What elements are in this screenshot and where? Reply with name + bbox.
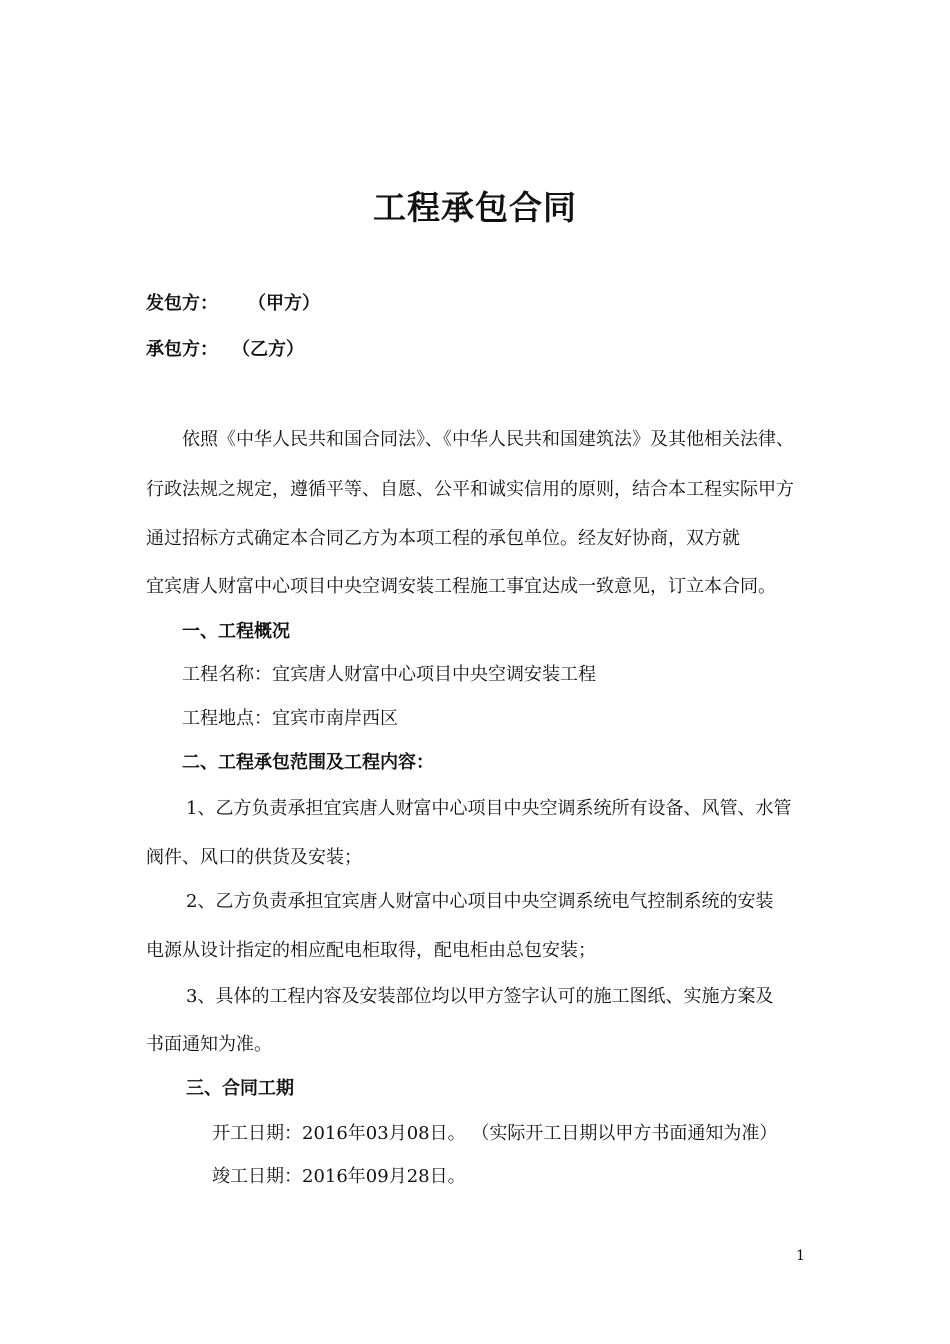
section2-heading: 二、工程承包范围及工程内容： xyxy=(182,752,434,773)
start-date-line: 开工日期：2016年03月08日。 （实际开工日期以甲方书面通知为准） xyxy=(212,1123,778,1144)
employer-label: 发包方： xyxy=(146,293,218,314)
preamble-line-1: 依照《中华人民共和国合同法》、《中华人民共和国建筑法》及其他相关法律、 xyxy=(182,429,794,450)
project-name-line: 工程名称：宜宾唐人财富中心项目中央空调安装工程 xyxy=(182,664,596,685)
page-number: 1 xyxy=(796,1248,805,1264)
preamble-line-3: 通过招标方式确定本合同乙方为本项工程的承包单位。经友好协商，双方就 xyxy=(146,528,740,549)
contractor-row xyxy=(146,338,304,362)
scope-item-3-line-2: 书面通知为准。 xyxy=(146,1034,272,1055)
contractor-label: 承包方： xyxy=(146,339,218,360)
scope-item-1-line-2: 阀件、风口的供货及安装； xyxy=(146,847,362,868)
preamble-line-4: 宜宾唐人财富中心项目中央空调安装工程施工事宜达成一致意见，订立本合同。 xyxy=(146,576,776,597)
section3-heading: 三、合同工期 xyxy=(186,1078,294,1099)
section1-heading: 一、工程概况 xyxy=(182,621,290,642)
preamble-line-2: 行政法规之规定，遵循平等、自愿、公平和诚实信用的原则，结合本工程实际甲方 xyxy=(146,479,794,500)
scope-item-1-line-1: 1、乙方负责承担宜宾唐人财富中心项目中央空调系统所有设备、风管、水管 xyxy=(186,798,792,819)
scope-item-2-line-2: 电源从设计指定的相应配电柜取得，配电柜由总包安装； xyxy=(146,940,596,961)
project-location-line: 工程地点：宜宾市南岸西区 xyxy=(182,708,398,729)
scope-item-2-line-1: 2、乙方负责承担宜宾唐人财富中心项目中央空调系统电气控制系统的安装 xyxy=(186,891,774,912)
contractor-value: （乙方） xyxy=(232,339,304,360)
employer-value: （甲方） xyxy=(248,293,320,314)
employer-row xyxy=(146,292,320,316)
contract-title: 工程承包合同 xyxy=(373,188,577,227)
scope-item-3-line-1: 3、具体的工程内容及安装部位均以甲方签字认可的施工图纸、实施方案及 xyxy=(186,986,774,1007)
completion-date-line: 竣工日期：2016年09月28日。 xyxy=(212,1166,466,1187)
